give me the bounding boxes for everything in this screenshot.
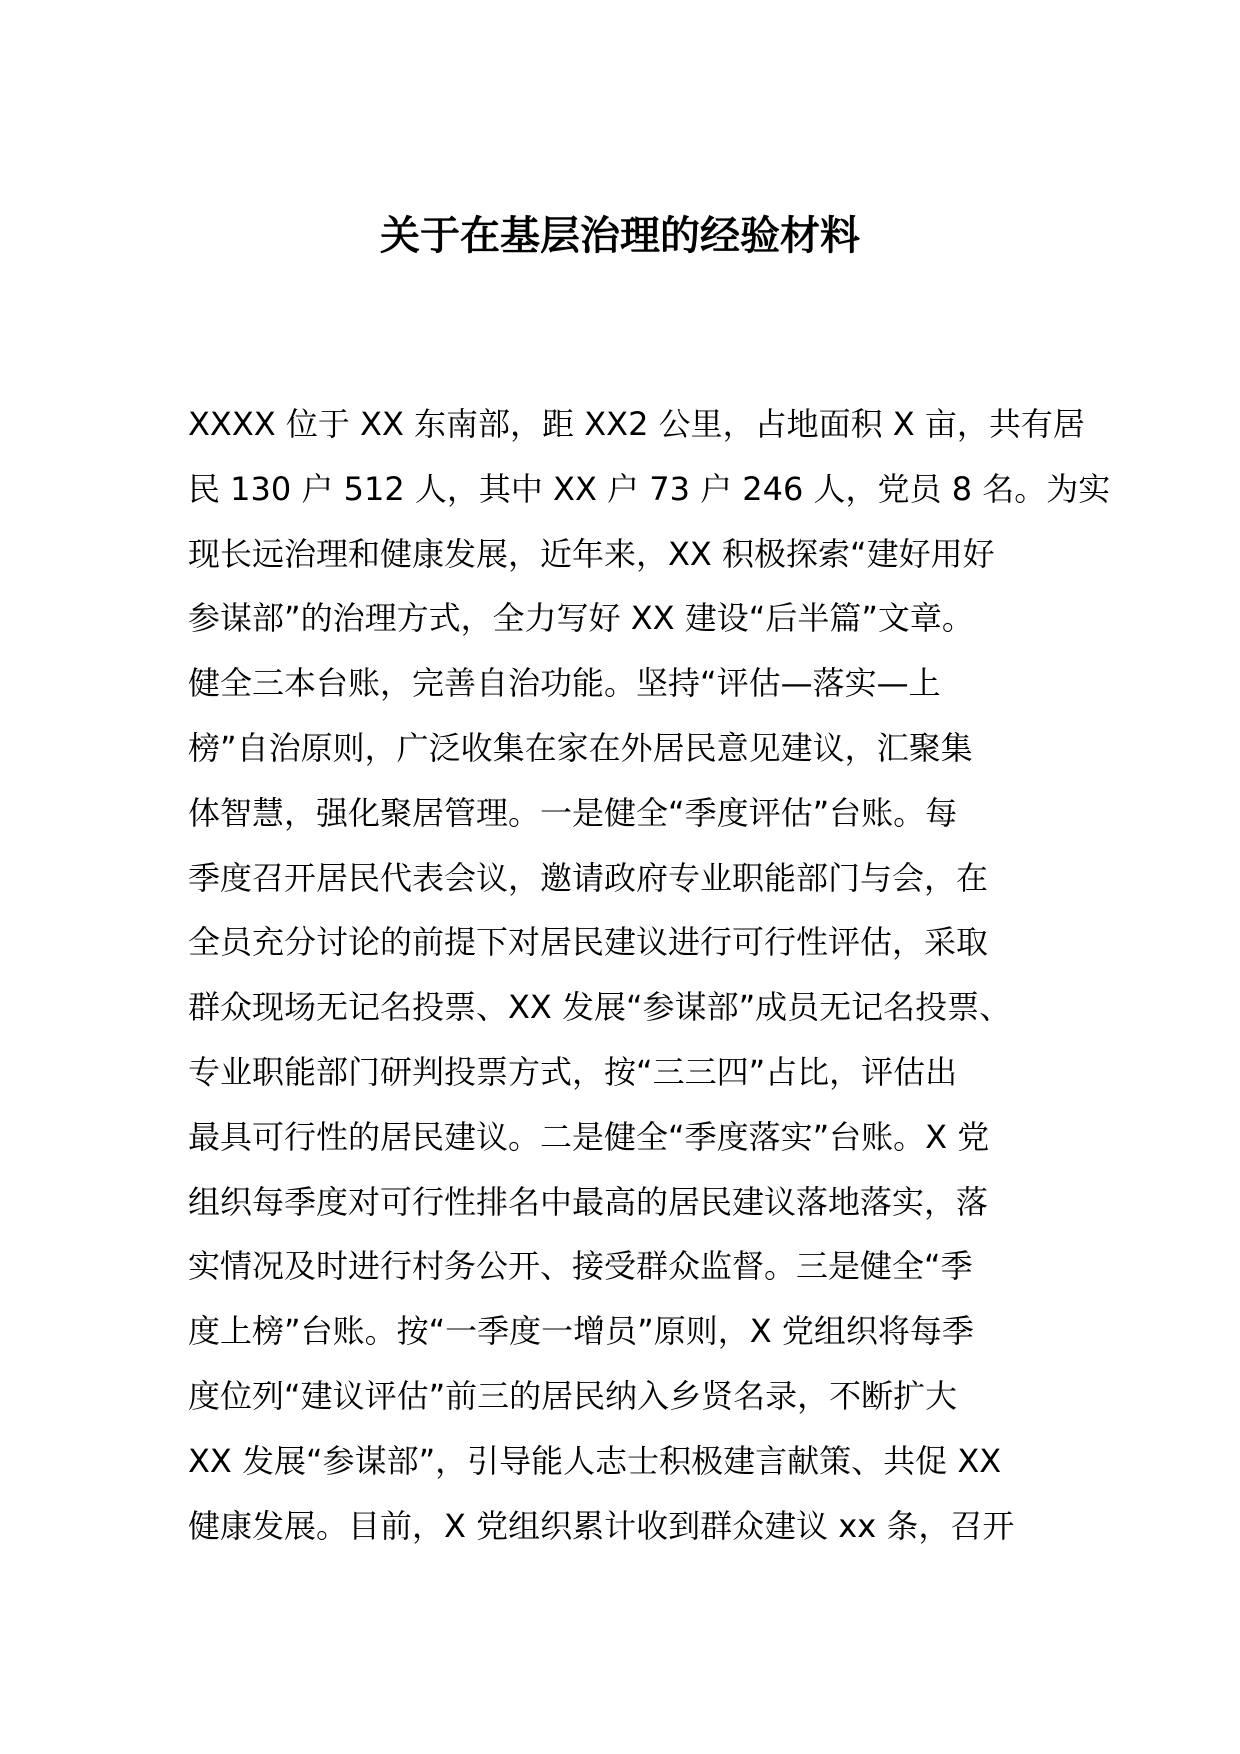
body-line: 参谋部”的治理方式，全力写好 XX 建设“后半篇”文章。 [188, 599, 974, 638]
body-line: 度上榜”台账。按“一季度一增员”原则，X 党组织将每季 [188, 1312, 974, 1351]
body-line: 健康发展。目前，X 党组织累计收到群众建议 xx 条，召开 [188, 1506, 1015, 1545]
document-body [188, 392, 1111, 1558]
body-line: 榜”自治原则，广泛收集在家在外居民意见建议，汇聚集 [188, 728, 973, 767]
body-line: XXXX 位于 XX 东南部，距 XX2 公里，占地面积 X 亩，共有居 [188, 405, 1085, 443]
body-line: 现长远治理和健康发展，近年来，XX 积极探索“建好用好 [188, 534, 995, 573]
body-line: 全员充分讨论的前提下对居民建议进行可行性评估，采取 [188, 923, 989, 962]
body-line: 健全三本台账，完善自治功能。坚持“评估—落实—上 [188, 664, 941, 703]
body-line: 度位列“建议评估”前三的居民纳入乡贤名录，不断扩大 [188, 1376, 958, 1415]
body-line: 专业职能部门研判投票方式，按“三三四”占比，评估出 [188, 1052, 958, 1091]
document-title: 关于在基层治理的经验材料 [380, 213, 860, 259]
body-line: 体智慧，强化聚居管理。一是健全“季度评估”台账。每 [188, 793, 958, 832]
body-line: 组织每季度对可行性排名中最高的居民建议落地落实，落 [188, 1182, 989, 1221]
body-line: XX 发展“参谋部”，引导能人志士积极建言献策、共促 XX [188, 1441, 1002, 1480]
body-line: 民 130 户 512 人，其中 XX 户 73 户 246 人，党员 8 名。为实 [188, 469, 1111, 508]
body-line: 实情况及时进行村务公开、接受群众监督。三是健全“季 [188, 1247, 973, 1286]
body-line: 群众现场无记名投票、XX 发展“参谋部”成员无记名投票、 [188, 988, 1012, 1027]
body-line: 季度召开居民代表会议，邀请政府专业职能部门与会，在 [188, 858, 989, 897]
body-line: 最具可行性的居民建议。二是健全“季度落实”台账。X 党 [188, 1117, 990, 1156]
